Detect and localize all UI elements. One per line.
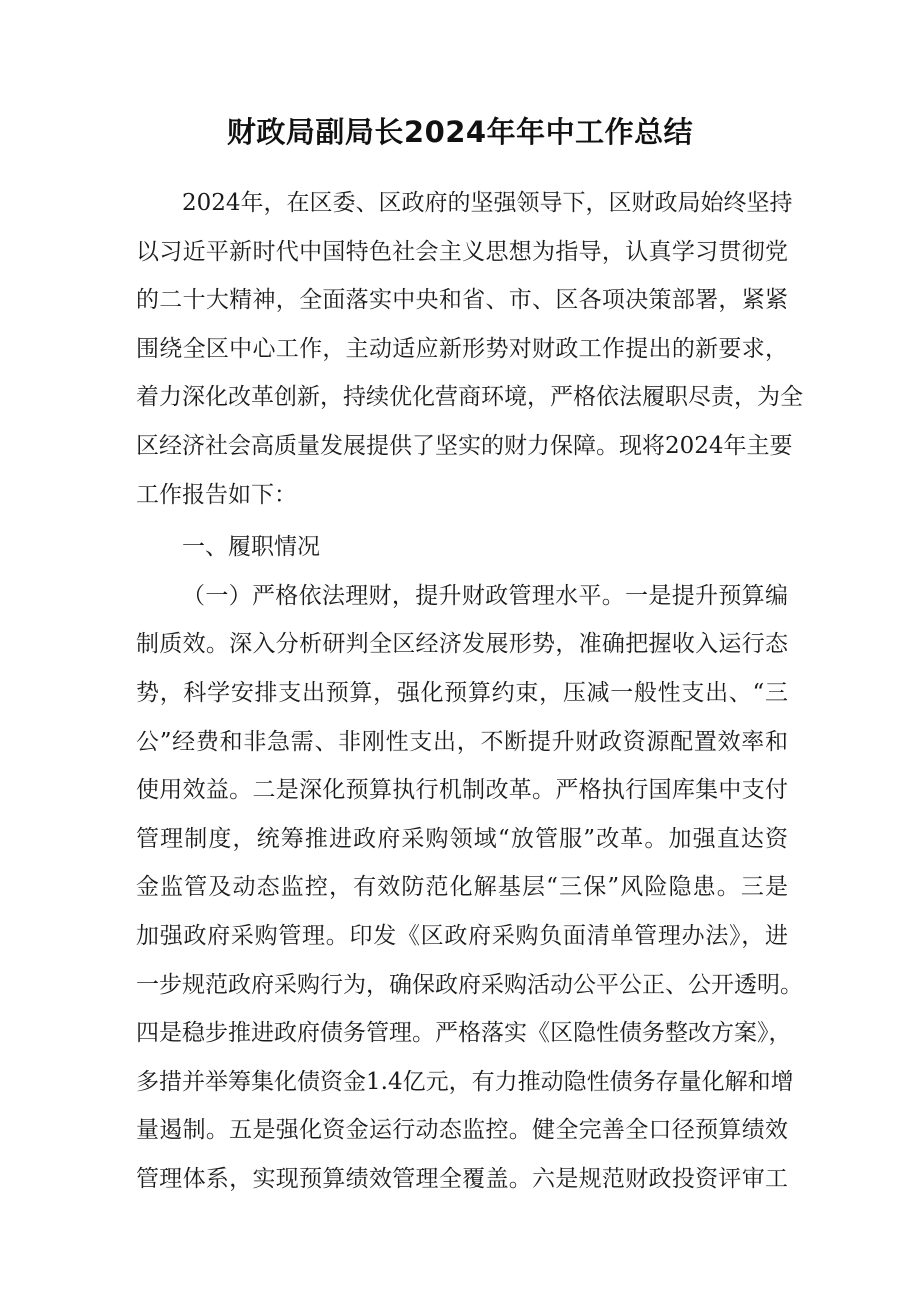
paragraph-line: 势，科学安排支出预算，强化预算约束，压减一般性支出、“三 (136, 679, 788, 706)
section-heading: 一、履职情况 (182, 534, 320, 561)
paragraph-line: 四是稳步推进政府债务管理。严格落实《区隐性债务整改方案》， (136, 1020, 792, 1047)
paragraph-line: 量遏制。五是强化资金运行动态监控。健全完善全口径预算绩效 (136, 1117, 788, 1144)
paragraph-line: 工作报告如下： (136, 481, 297, 508)
paragraph-line: 以习近平新时代中国特色社会主义思想为指导，认真学习贯彻党 (136, 238, 788, 265)
paragraph-line: 的二十大精神，全面落实中央和省、市、区各项决策部署，紧紧 (136, 287, 788, 314)
paragraph-line: 着力深化改革创新，持续优化营商环境，严格依法履职尽责，为全 (136, 384, 803, 411)
paragraph-line: 金监管及动态监控，有效防范化解基层“三保”风险隐患。三是 (136, 874, 788, 901)
paragraph-line: 区经济社会高质量发展提供了坚实的财力保障。现将2024年主要 (136, 432, 793, 459)
document-title: 财政局副局长2024年年中工作总结 (226, 115, 694, 149)
intro-paragraph (136, 179, 803, 519)
paragraph-line: 管理体系，实现预算绩效管理全覆盖。六是规范财政投资评审工 (136, 1165, 788, 1192)
section-paragraph (136, 572, 803, 1204)
paragraph-line: （一）严格依法理财，提升财政管理水平。一是提升预算编 (182, 582, 788, 609)
paragraph-line: 公”经费和非急需、非刚性支出，不断提升财政资源配置效率和 (136, 728, 788, 755)
paragraph-line: 管理制度，统筹推进政府采购领域“放管服”改革。加强直达资 (136, 825, 788, 852)
paragraph-line: 一步规范政府采购行为，确保政府采购活动公平公正、公开透明。 (136, 971, 803, 998)
paragraph-line: 围绕全区中心工作，主动适应新形势对财政工作提出的新要求， (136, 335, 788, 362)
paragraph-line: 制质效。深入分析研判全区经济发展形势，准确把握收入运行态 (136, 631, 788, 658)
paragraph-line: 使用效益。二是深化预算执行机制改革。严格执行国库集中支付 (136, 777, 788, 804)
document-body (136, 179, 803, 1203)
paragraph-line: 加强政府采购管理。印发《区政府采购负面清单管理办法》，进 (136, 922, 788, 949)
paragraph-line: 2024年，在区委、区政府的坚强领导下，区财政局始终坚持 (182, 190, 793, 216)
paragraph-line: 多措并举筹集化债资金1.4亿元，有力推动隐性债务存量化解和增 (136, 1068, 794, 1095)
